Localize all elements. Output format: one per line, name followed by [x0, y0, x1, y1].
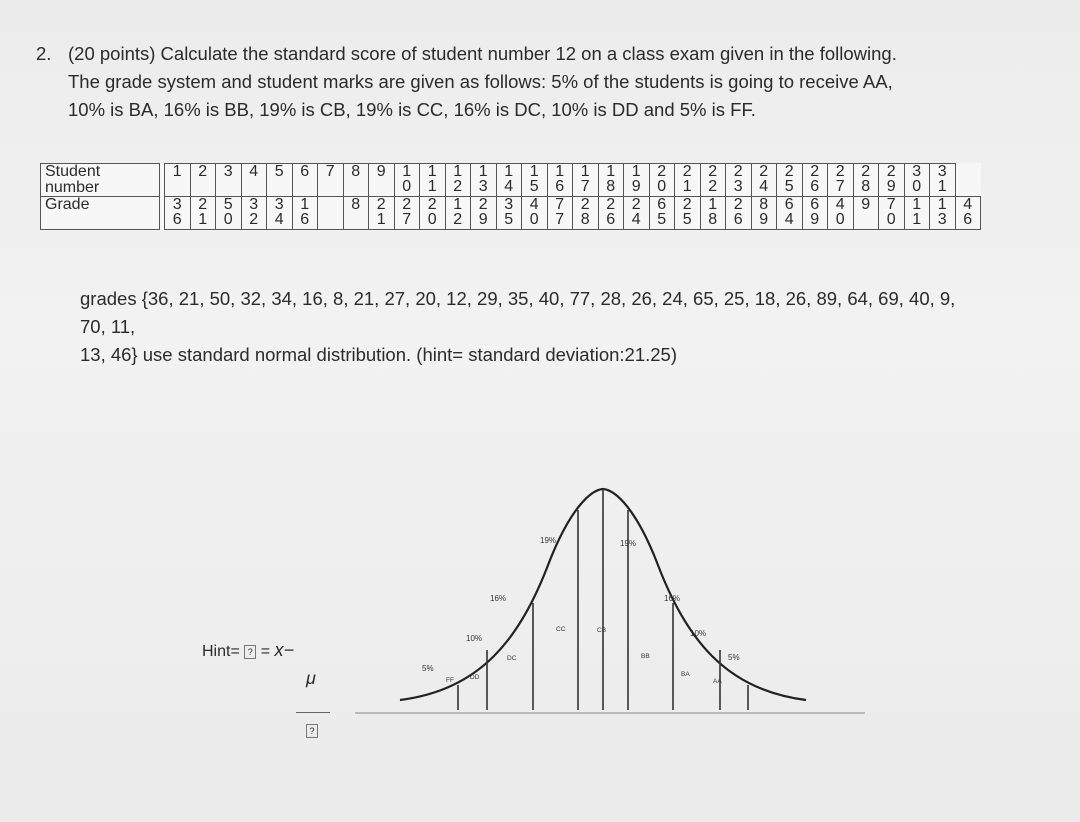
student-number-digit: 3 [912, 163, 922, 180]
student-number-digit: 4 [759, 178, 769, 195]
grade-label-dd: DD [470, 674, 480, 681]
grade-digit: 3 [249, 196, 259, 213]
grade-digit: 4 [784, 211, 794, 228]
student-number-digit: 7 [835, 178, 845, 195]
grade-digit: 7 [402, 211, 412, 228]
student-number-digit: 1 [555, 163, 565, 180]
student-number-digit: 3 [223, 163, 233, 180]
student-number-digit: 1 [937, 178, 947, 195]
student-number-digit: 6 [810, 178, 820, 195]
grade-digit: 0 [427, 211, 437, 228]
grade-label-ff: FF [446, 677, 454, 684]
grade-digit: 8 [708, 211, 718, 228]
grade-digit: 5 [223, 196, 233, 213]
student-number-digit: 2 [682, 163, 692, 180]
grade-digit: 2 [427, 196, 437, 213]
grade-digit: 0 [835, 211, 845, 228]
student-number-digit: 2 [810, 163, 820, 180]
grade-label-cc: CC [556, 626, 566, 633]
grade-digit: 5 [657, 211, 667, 228]
grade-digit: 9 [759, 211, 769, 228]
grade-digit: 4 [835, 196, 845, 213]
grade-digit: 6 [963, 211, 973, 228]
student-number-digit: 8 [861, 178, 871, 195]
student-number-digit: 5 [529, 178, 539, 195]
student-number-digit: 1 [682, 178, 692, 195]
grade-digit: 3 [504, 196, 514, 213]
student-number-digit: 6 [300, 163, 310, 180]
student-number-digit: 1 [631, 163, 641, 180]
student-number-digit: 3 [733, 178, 743, 195]
student-number-digit: 7 [325, 163, 335, 180]
student-number-digit: 1 [402, 163, 412, 180]
student-number-digit: 2 [657, 163, 667, 180]
grades-line-3: 13, 46} use standard normal distribution. (hint= standard deviation:21.25) [80, 344, 678, 365]
grade-digit: 4 [631, 211, 641, 228]
student-number-digit: 2 [453, 178, 463, 195]
grade-digit: 6 [784, 196, 794, 213]
student-number-digit: 9 [376, 163, 386, 180]
grade-digit: 2 [682, 196, 692, 213]
student-number-digit: 1 [453, 163, 463, 180]
student-number-digit: 5 [274, 163, 284, 180]
pct-label-ff: 5% [422, 664, 434, 673]
grade-digit: 2 [606, 196, 616, 213]
student-number-digit: 2 [835, 163, 845, 180]
student-number-digit: 2 [198, 163, 208, 180]
grade-digit: 4 [529, 196, 539, 213]
hint-sigma-box: ? [306, 724, 318, 738]
student-number-digit: 0 [402, 178, 412, 195]
grade-digit: 2 [580, 196, 590, 213]
grade-header: Grade [41, 197, 160, 230]
pct-label-cc: 19% [540, 536, 557, 545]
student-number-digit: 2 [886, 163, 896, 180]
student-number-digit: 3 [478, 178, 488, 195]
question-line-3: 10% is BA, 16% is BB, 19% is CB, 19% is CC, 16% is DC, 10% is DD and 5% is FF. [68, 99, 756, 120]
grade-digit: 7 [886, 196, 896, 213]
pct-label-aa: 5% [728, 653, 740, 662]
student-number-digit: 9 [631, 178, 641, 195]
grade-label-aa: AA [713, 678, 722, 685]
grade-digit: 4 [963, 196, 973, 213]
grade-digit: 6 [300, 211, 310, 228]
grade-digit: 0 [529, 211, 539, 228]
student-number-digit: 4 [504, 178, 514, 195]
student-number-digit: 9 [886, 178, 896, 195]
grade-digit: 8 [759, 196, 769, 213]
student-number-digit: 0 [657, 178, 667, 195]
grade-digit: 0 [886, 211, 896, 228]
grade-digit: 5 [682, 211, 692, 228]
grade-label-dc: DC [507, 655, 517, 662]
grade-digit: 6 [733, 211, 743, 228]
grade-digit: 2 [478, 196, 488, 213]
grade-label-bb: BB [641, 653, 650, 660]
grade-digit: 1 [376, 211, 386, 228]
grade-digit: 3 [172, 196, 182, 213]
grade-digit: 1 [453, 196, 463, 213]
hint-prefix: Hint= [202, 643, 240, 660]
student-number-digit: 1 [529, 163, 539, 180]
student-number-digit: 1 [606, 163, 616, 180]
question-line-2: The grade system and student marks are given as follows: 5% of the students is going to receive AA, [68, 71, 893, 92]
student-number-digit: 8 [606, 178, 616, 195]
grade-digit: 7 [555, 211, 565, 228]
student-number-digit: 1 [504, 163, 514, 180]
student-number-digit: 1 [427, 163, 437, 180]
pct-label-bb: 16% [664, 594, 681, 603]
student-number-digit: 8 [351, 163, 361, 180]
grade-digit: 2 [453, 211, 463, 228]
grade-digit: 9 [810, 211, 820, 228]
grade-digit: 6 [810, 196, 820, 213]
grade-digit: 8 [351, 196, 361, 213]
student-number-digit: 5 [784, 178, 794, 195]
student-number-digit: 2 [733, 163, 743, 180]
student-number-digit: 2 [784, 163, 794, 180]
grade-digit: 8 [580, 211, 590, 228]
student-number-digit: 6 [555, 178, 565, 195]
grade-digit: 6 [606, 211, 616, 228]
student-number-digit: 1 [427, 178, 437, 195]
pct-label-dc: 16% [490, 594, 507, 603]
grade-digit: 2 [198, 196, 208, 213]
grade-digit: 3 [274, 196, 284, 213]
student-number-digit: 2 [759, 163, 769, 180]
grade-digit: 1 [198, 211, 208, 228]
student-number-digit: 2 [861, 163, 871, 180]
grade-digit: 9 [861, 196, 871, 213]
pct-label-ba: 10% [690, 629, 707, 638]
grade-digit: 2 [402, 196, 412, 213]
grade-label-ba: BA [681, 671, 690, 678]
hint-equals: = [260, 643, 271, 660]
grades-line-2: 70, 11, [80, 316, 136, 337]
student-number-digit: 1 [478, 163, 488, 180]
student-number-digit: 0 [912, 178, 922, 195]
grade-digit: 2 [249, 211, 259, 228]
student-number-digit: 4 [249, 163, 259, 180]
student-number-digit: 2 [708, 163, 718, 180]
student-number-digit: 1 [580, 163, 590, 180]
student-label-2: number [45, 179, 100, 196]
grade-digit: 1 [912, 196, 922, 213]
grade-digit: 1 [912, 211, 922, 228]
grade-digit: 2 [631, 196, 641, 213]
grade-digit: 1 [937, 196, 947, 213]
grade-digit: 6 [172, 211, 182, 228]
student-number-digit: 1 [172, 163, 182, 180]
grade-digit: 4 [274, 211, 284, 228]
grade-digit: 6 [657, 196, 667, 213]
question-number: 2. [36, 43, 52, 64]
student-number-digit: 3 [937, 163, 947, 180]
grade-digit: 7 [555, 196, 565, 213]
grades-line-1: grades {36, 21, 50, 32, 34, 16, 8, 21, 27, 20, 12, 29, 35, 40, 77, 28, 26, 24, 65, 25, 18, 26, 89, 64, 69, 40, 9, [80, 288, 956, 309]
grade-digit: 9 [478, 211, 488, 228]
pct-label-cb: 19% [620, 539, 637, 548]
hint-mu: μ [306, 668, 316, 688]
grade-digit: 1 [708, 196, 718, 213]
student-number-digit: 7 [580, 178, 590, 195]
question-line-1: (20 points) Calculate the standard score of student number 12 on a class exam given in the following. [68, 43, 897, 64]
grade-digit: 3 [937, 211, 947, 228]
hint-numerator: x− [274, 640, 295, 660]
grade-digit: 2 [733, 196, 743, 213]
grade-digit: 0 [223, 211, 233, 228]
grade-digit: 5 [504, 211, 514, 228]
pct-label-dd: 10% [466, 634, 483, 643]
grade-digit: 2 [376, 196, 386, 213]
hint-z-box: ? [244, 645, 256, 659]
student-label-1: Student [45, 163, 101, 180]
grade-digit: 1 [300, 196, 310, 213]
student-number-digit: 2 [708, 178, 718, 195]
grade-label-cb: CB [597, 627, 607, 634]
